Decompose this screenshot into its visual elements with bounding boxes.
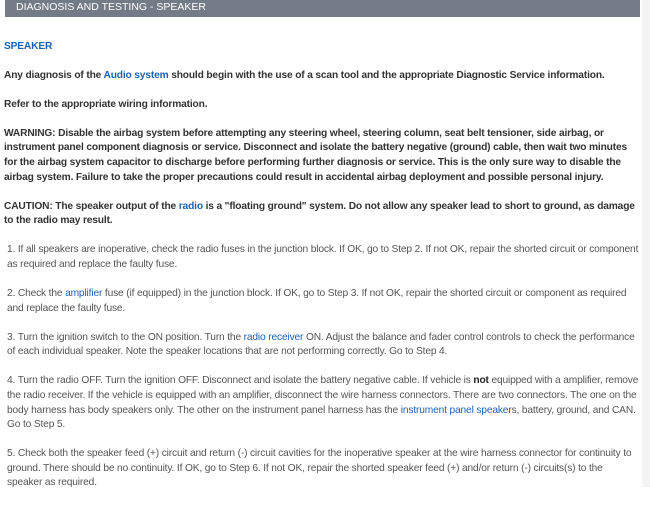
step-1: 1. If all speakers are inoperative, check the radio fuses in the junction block. If OK, go to Step 2. If not OK, repair the shorted circuit or component as required and replace the faulty fuse. <box>7 244 639 270</box>
step-4 <box>4 374 640 432</box>
page-header <box>5 0 640 17</box>
step-3 <box>4 331 640 360</box>
text: Any diagnosis of the <box>4 69 104 81</box>
instrument-panel-speaker-link[interactable]: instrument panel speaker <box>400 404 512 416</box>
step-2 <box>4 287 640 316</box>
scrollbar[interactable] <box>642 0 650 487</box>
caution-paragraph <box>4 200 640 229</box>
step-5: 5. Check both the speaker feed (+) circuit and return (-) circuit cavities for the inoperative speaker at the wire harness connector for continuity to ground. There should be no continuity. If OK, go to Step 6. If not OK, repair the shorted speaker feed (+) and/or return (-) circuits(s) to the speaker as required. <box>7 448 632 489</box>
text: 4. Turn the radio OFF. Turn the ignition OFF. Disconnect and isolate the battery negative cable. If vehicle is <box>7 375 474 387</box>
section-title: SPEAKER <box>4 41 53 52</box>
radio-link[interactable]: radio <box>178 200 203 212</box>
text: equipped with a amplifier, remove the radio receiver. If the vehicle is equipped with an amplifier, disconnect the wire harness connectors. There are two connectors. The one on the body harness has body speakers only. The other on the instrument panel harness has the <box>7 375 639 416</box>
warning-paragraph: WARNING: Disable the airbag system before attempting any steering wheel, steering column, seat belt tensioner, side airbag, or instrument panel component diagnosis or service. Disconnect and isolate the battery negative (ground) cable, then wait two minutes for the airbag system capacitor to discharge before performing further diagnosis or service. This is the only sure way to disable the airbag system. Failure to take the proper precautions could result in accidental airbag deployment and possible personal injury. <box>4 127 627 183</box>
text: CAUTION: The speaker output of the <box>4 200 179 212</box>
amplifier-link[interactable]: amplifier <box>65 288 103 300</box>
header-title: DIAGNOSIS AND TESTING - SPEAKER <box>16 1 207 13</box>
text: is a "floating ground" system. Do not allow any speaker lead to short to ground, as damage to the radio may result. <box>4 200 635 227</box>
text: 3. Turn the ignition switch to the ON position. Turn the <box>7 331 244 343</box>
wiring-paragraph: Refer to the appropriate wiring information. <box>4 98 208 110</box>
document-body <box>4 40 640 506</box>
text: should begin with the use of a scan tool and the appropriate Diagnostic Service information. <box>168 69 605 81</box>
radio-receiver-link[interactable]: radio receiver <box>243 331 304 343</box>
text: fuse (if equipped) in the junction block. If OK, go to Step 3. If not OK, repair the shorted circuit or component as required and replace the faulty fuse. <box>7 288 627 314</box>
emphasis: not <box>473 375 489 387</box>
text: 2. Check the <box>7 288 66 300</box>
text: s, battery, ground, and CAN. Go to Step 5. <box>7 404 636 431</box>
intro-paragraph <box>4 69 640 84</box>
text: ON. Adjust the balance and fader control controls to check the performance of each individual speaker. Note the speaker locations that are not performing correctly. Go to Step 4. <box>7 331 635 358</box>
audio-system-link[interactable]: Audio system <box>103 69 169 81</box>
